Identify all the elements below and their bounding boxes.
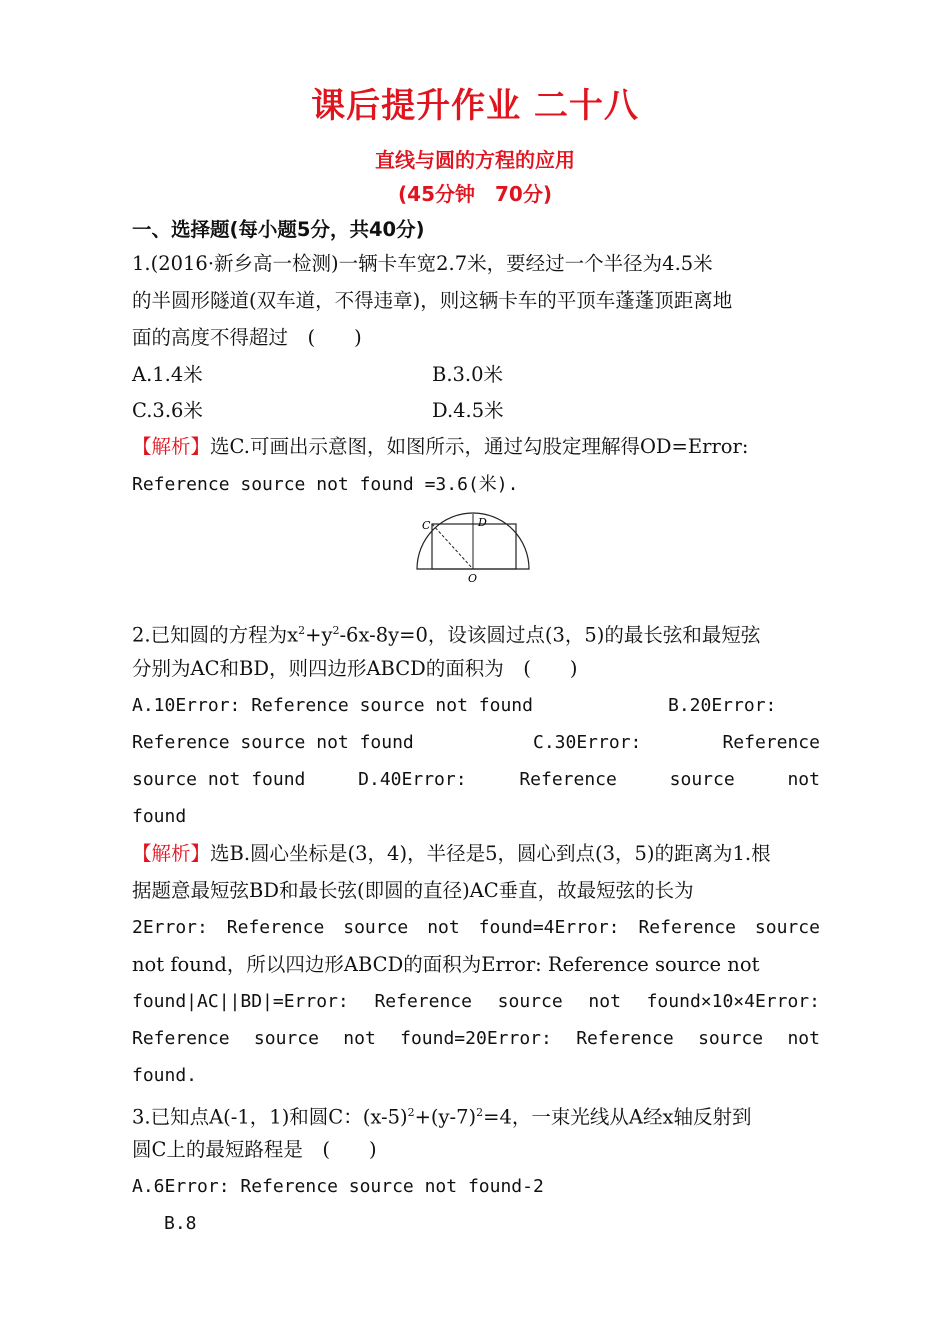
sol-word: source: [343, 917, 409, 938]
q2-solution-text: 选B.圆心坐标是(3，4)，半径是5，圆心到点(3，5)的距离为1.根: [210, 842, 771, 865]
label-c: C: [422, 519, 431, 532]
q2-solution-line6: [132, 1026, 820, 1052]
q1-options-row1: [132, 362, 820, 388]
sol-word: source: [698, 1028, 764, 1049]
q2-stem-line1: [132, 618, 820, 649]
q2-solution-line5: [132, 989, 820, 1015]
q1-solution-line2: Reference source not found =3.6(米).: [132, 474, 519, 495]
q2-options-line3: [132, 767, 820, 793]
q2-stem-part3: -6x-8y=0，设该圆过点(3，5)的最长弦和最短弦: [339, 623, 761, 647]
q3-exponent-2: 2: [476, 1106, 484, 1119]
semicircle-tunnel-figure: [415, 512, 535, 584]
sol-word: Reference: [638, 917, 736, 938]
radius-line: [432, 524, 473, 569]
q2-opt-word: source: [669, 769, 735, 790]
page-title: 课后提升作业 二十八: [311, 86, 639, 126]
q2-opt-word: Reference: [519, 769, 617, 790]
sol-word: not: [343, 1028, 376, 1049]
q1-options-row2: [132, 398, 820, 424]
q2-exponent-y: 2: [332, 624, 340, 637]
q2-options-line1: [132, 693, 820, 719]
q3-stem-line2: 圆C上的最短路程是 ( ): [132, 1138, 377, 1161]
q2-option-c-cont: Reference: [722, 732, 820, 753]
time-score-info: (45分钟 70分): [398, 182, 552, 206]
q2-solution-line2: 据题意最短弦BD和最长弦(即圆的直径)AC垂直，故最短弦的长为: [132, 879, 694, 902]
q3-stem-part2: +(y-7): [414, 1105, 477, 1129]
q1-option-a: A.1.4米: [132, 363, 203, 386]
sol-word: found=4Error:: [478, 917, 620, 938]
page-subtitle: 直线与圆的方程的应用: [375, 148, 575, 172]
q2-option-a: A.10Error: Reference source not found: [132, 695, 533, 716]
q2-option-b-cont: Reference source not found: [132, 732, 414, 753]
q3-stem-part1: 3.已知点A(-1，1)和圆C：(x-5): [132, 1105, 408, 1129]
q2-solution-line4: not found，所以四边形ABCD的面积为Error: Reference source not: [132, 953, 760, 976]
q1-solution-text: 选C.可画出示意图，如图所示，通过勾股定理解得OD=Error:: [210, 435, 749, 458]
q2-solution-line7: found.: [132, 1065, 198, 1086]
q2-solution-line1: [132, 841, 820, 867]
sol-word: source: [497, 991, 563, 1012]
q3-exponent-1: 2: [407, 1106, 415, 1119]
sol-word: Reference: [132, 1028, 230, 1049]
q1-solution-line1: [132, 434, 820, 460]
sol-word: found×10×4Error:: [646, 991, 820, 1012]
sol-word: source: [754, 917, 820, 938]
q1-option-b: B.3.0米: [432, 363, 504, 386]
q1-stem-line3: 面的高度不得超过 ( ): [132, 326, 362, 349]
q3-option-b: B.8: [164, 1213, 197, 1234]
q2-options-line2: [132, 730, 820, 756]
sol-word: Reference: [374, 991, 472, 1012]
q3-stem-part3: =4，一束光线从A经x轴反射到: [483, 1105, 752, 1129]
q2-stem-line2: 分别为AC和BD，则四边形ABCD的面积为 ( ): [132, 657, 578, 680]
q2-option-c: C.30Error:: [533, 732, 642, 753]
q1-option-d: D.4.5米: [432, 399, 504, 422]
q2-option-b: B.20Error:: [668, 695, 777, 716]
q3-option-a: A.6Error: Reference source not found-2: [132, 1176, 544, 1197]
q2-stem-part2: +y: [305, 623, 333, 647]
q2-opt-word: not: [787, 769, 820, 790]
q2-stem-part1: 2.已知圆的方程为x: [132, 623, 299, 647]
sol-word: 2Error:: [132, 917, 208, 938]
section-heading: 一、选择题(每小题5分，共40分): [132, 218, 425, 241]
q1-option-c: C.3.6米: [132, 399, 203, 422]
q2-exponent-x: 2: [298, 624, 306, 637]
q2-opt-word: source not found: [132, 769, 306, 790]
sol-word: not: [787, 1028, 820, 1049]
sol-word: Reference: [226, 917, 325, 938]
truck-rectangle: [432, 524, 516, 569]
q2-options-line4: found: [132, 806, 187, 827]
q3-stem-line1: [132, 1100, 820, 1131]
sol-word: not: [588, 991, 621, 1012]
sol-word: found=20Error:: [400, 1028, 552, 1049]
q1-solution-tag: 【解析】: [132, 435, 211, 458]
q1-stem-line2: 的半圆形隧道(双车道，不得违章)，则这辆卡车的平顶车蓬蓬顶距离地: [132, 289, 733, 312]
q2-option-d: D.40Error:: [358, 769, 467, 790]
q2-solution-line3: [132, 915, 820, 941]
sol-word: Reference: [576, 1028, 674, 1049]
q2-solution-tag: 【解析】: [132, 842, 211, 865]
sol-word: source: [253, 1028, 319, 1049]
sol-word: not: [427, 917, 460, 938]
q1-stem-line1: 1.(2016·新乡高一检测)一辆卡车宽2.7米，要经过一个半径为4.5米: [132, 252, 713, 275]
label-o: O: [468, 572, 478, 584]
label-d: D: [478, 516, 487, 529]
sol-word: found|AC||BD|=Error:: [132, 991, 349, 1012]
